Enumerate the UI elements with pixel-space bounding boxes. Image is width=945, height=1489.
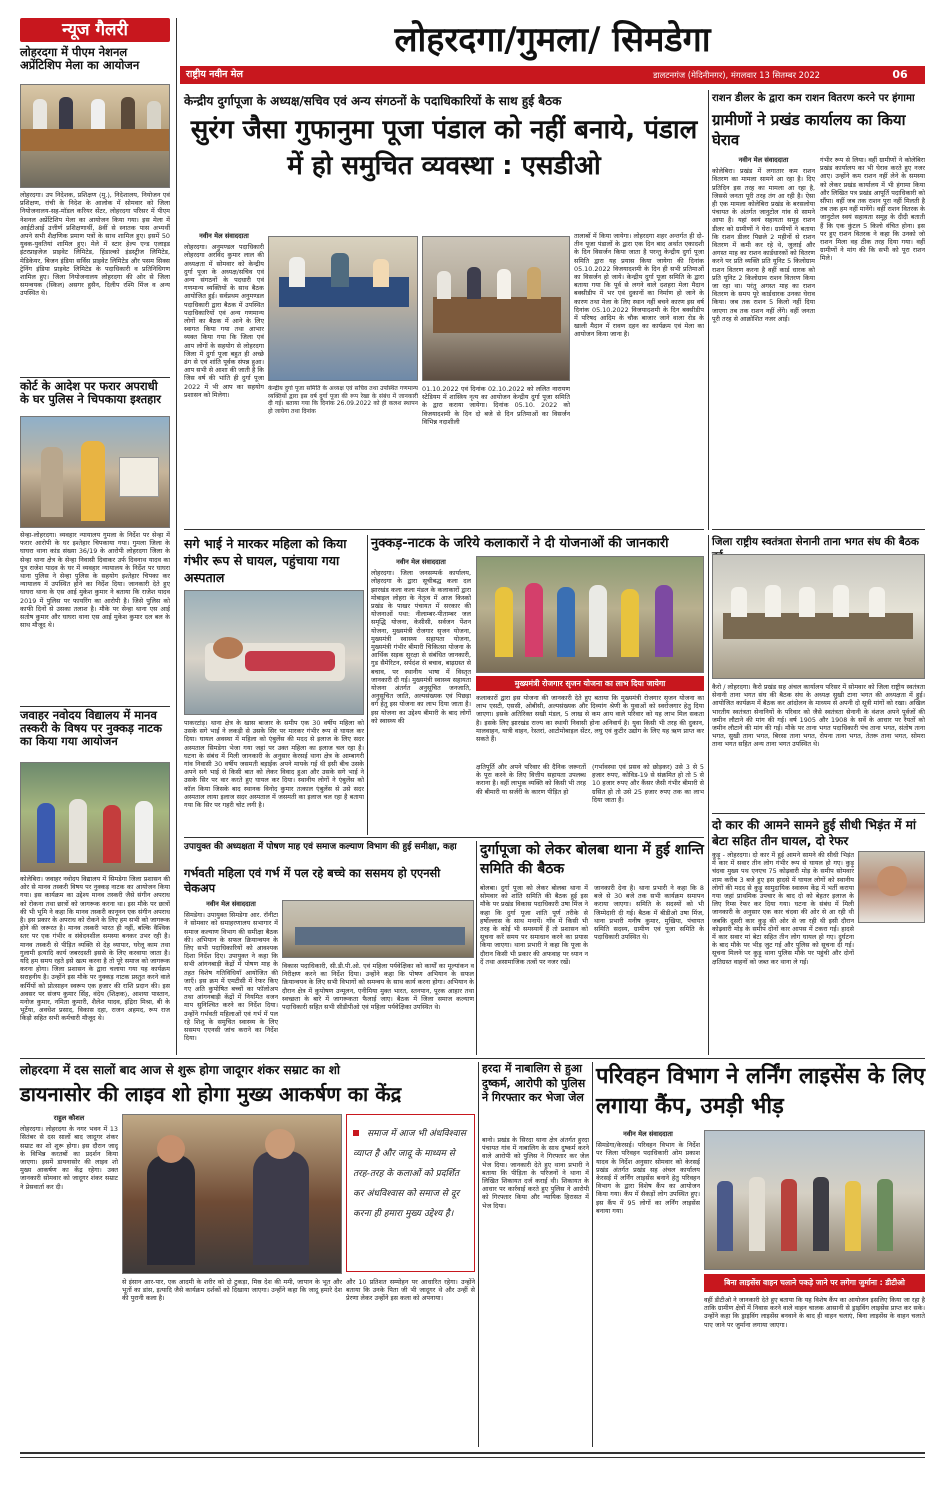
gallery-body-3: कोलेबिरा। जवाहर नवोदय विद्यालय में सिमडेगा जिला प्रशासन की ओर से मानव तस्करी विषय पर नुक्कड़ नाटक का आयोजन किया गया। इस कार्यक्रम का उद्देश्य मानव तस्करी जैसे संगीन अपराध को रोकना तथा छात्रों को जागरूक करना था। इस मौके पर छात्रों की भी भूमि ने कहा कि मानव तस्करी कानूनन एक संगीन अपराध है। इस प्रकार के अपराध को रोकने के लिए हम सभी को जागरूक होने की जरूरत है। मानव तस्करी भारत ही नहीं, बल्कि वैश्विक स्तर पर एक गंभीर व संवेदनशील समस्या बनकर उभर रही है। मानव तस्करी से पीड़ित व्यक्ति से देह व्यापार, घरेलू काम तथा गुलामी इत्यादि कार्य जबरदस्ती इससे के लिए करवाया जाता है। यदि हम समय रहते इसे खत्म करना है तो पूरे समाज को जागरूक करना होगा। जिला प्रशासन के द्वारा चलाया गया यह कार्यक्रम सराहनीय है। उन्होंने इस मौके पर नुक्कड़ नाटक प्रस्तुत करने वाले कर्मियों को प्रोत्साहन स्वरूप एक हजार की राशि प्रदान की। इस अवसर पर संजय कुमार सिंह, वंदेय (शिक्षक), आशया पास्तान, मनोज कुमार, नमिता कुमारी, शैलेश यादव, इंद्रिरा मिश्रा, बी के भूर्टेया, अवधेश प्रसाद, विकास दहा, राजन अहमद, रूप राज किड़ो सहित सभी कर्मचारी मौजूद थे। (20, 875, 170, 1023)
dino-body-1: लोहरदगा। लोहरदगा के नगर भवन में 13 सितंबर से दस सालों बाद जादूगर शंकर सम्राट का शो शुरू होगा। इस दौरान जादू के विभिन्न करतबों का प्रदर्शन किया जाएगा। इसमें डायनासोर की लाइव शो मुख्य आकर्षण का केंद्र रहेगा। उक्त जानकारी सोमवार को जादूगर शंकर सम्राट ने प्रेसवार्ता कर दी। (20, 1125, 118, 1191)
durgapuja-meeting-photo-2 (422, 236, 570, 381)
gallery-headline-3: जवाहर नवोदय विद्यालय में मानव तस्करी के विषय पर नुक्कड़ नाटक का किया गया आयोजन (20, 708, 162, 749)
durgapuja-headline: सुरंग जैसा गुफानुमा पूजा पंडाल को नहीं बनाये, पंडाल में हो समुचित व्यवस्था : एसडीओ (190, 115, 698, 181)
durgapuja-meeting-photo-1 (268, 236, 418, 381)
hurt-body: पाकरटांड़। थाना क्षेत्र के खास बाजार के समीप एक 30 वर्षीय महिला को उसके सगे भाई ने लकड़ी से उसके सिर पर मारकर गंभीर रूप से घायल कर दिया। घायल अवस्था में महिला को एंबुलेंस की मदद से इलाज के लिए सदर अस्पताल सिमडेगा भेजा गया जहां पर उक्त महिला का इलाज चल रहा है। घटना के संबंध में मिली जानकारी के अनुसार केरसई थाना क्षेत्र के आम्बागरी गांव निवासी 30 वर्षीय जसमती बड़ाईक अपने मायके गई थी इसी बीच उसके अपने सगे भाई से किसी बात को लेकर विवाद हुआ और उसके सगे भाई ने उसके सिर पर वार करते हुए घायल कर दिया। स्थानीय लोगों ने एंबुलेंस को कॉल किया जिसके बाद स्थानक विनोद कुमार तत्काल एंबुलेंस से उसे सदर अस्पताल लाया इलाज सदर अस्पताल में जसमती का इलाज चल रहा है बताया गया कि सिर पर गहरी चोट लगी है। (184, 719, 364, 810)
dateline: डालटनगंज (मेदिनीनगर), मंगलवार 13 सितम्बर 2022 (652, 70, 820, 80)
malnutrition-body-1: सिमडेगा। उपायुक्त सिमडेगा आर. रॉनीटा ने सोमवार को समाहरणालय सभागार में समाज कल्याण विभाग की समीक्षा बैठक की। अभियान के सफल क्रियान्वयन के लिए सभी पदाधिकारियों को आवश्यक दिशा निर्देश दिए। उपायुक्त ने कहा कि सभी आंगनबाड़ी केंद्रों में पोषण माह के तहत विशेष गतिविधियाँ आयोजित की जाएँ। इस क्रम में एमटीसी में रेफर किए गए अति कुपोषित बच्चों का फॉलोअप तथा आंगनबाड़ी केंद्रों में नियमित वजन माप सुनिश्चित करने का निर्देश दिया। उन्होंने गर्भवती महिलाओं एवं गर्भ में पल रहे शिशु के समुचित स्वास्थ्य के लिए ससमय एएनसी जांच कराने का निर्देश दिया। (184, 911, 278, 1043)
ration-byline: नवीन मेल संवाददाता (738, 156, 789, 164)
nukkad-col-1 (371, 558, 471, 833)
durgapuja-caption: केन्द्रीय दुर्गा पूजा समिति के अध्यक्ष एवं सचिव तथा उपस्थित गणमान्य व्यक्तियों द्वारा इस वर्ष दुर्गा पूजा की रूप रेखा के संबंध में जानकारी दी गई। बताया गया कि दिनांक 26.09.2022 को ही कलश स्थापन हो जायेगा तथा दिनांक (268, 385, 418, 415)
bhagat-meeting-photo (712, 554, 925, 679)
malnutrition-byline: नवीन मेल संवाददाता (206, 900, 256, 908)
durgapuja-byline: नवीन मेल संवाददाता (199, 232, 249, 240)
news-gallery-title: न्यूज गैलरी (20, 18, 170, 42)
gallery-body-1: लोहरदगा। उप निदेशक, प्रशिक्षण (मु.), निदेशालय, नियोजन एवं प्रशिक्षण, रांची के निदेश के आलोक में सोमवार को जिला नियोजनालय-सह-मॉडल करियर सेंटर, लोहरदगा परिसर में पीएम नेशनल अप्रेंटिशिप मेला का आयोजन किया गया। इस मेला में आईटीआई उत्तीर्ण प्रशिक्षणार्थी, 8वीं से स्नातक पास अभ्यर्थी अपने सभी शैक्षणिक प्रमाण पत्रों के साथ शामिल हुए। इसमें 50 युवक-युवतियां शामिल हुए। मेले में स्टार हेल्प एन्ड एलाइड इंटरप्राइजेज प्राइवेट लिमिटेड, हिंडाल्को इंडस्ट्रीज लिमिटेड, मेडिकेयर, बिजन इंडिया सर्विस प्राइवेट लिमिटेड और पसम सिक्स ट्रेनिंग इंडिया प्राइवेट लिमिटेड के पदाधिकारी व प्रतिनिधिगण शामिल हुए। जिला नियोजनालय लोहरदगा की ओर से जिला समन्वयक (स्किल) असगर हुसैन, दिलीप रश्मि मिंज व अन्य उपस्थित थे। (20, 191, 170, 298)
accident-headline: दो कार की आमने सामने हुई सीधी भिड़ंत में मां बेटा सहित तीन घायल, दो रेफर (712, 818, 917, 848)
divider (367, 535, 368, 835)
page-number: 06 (892, 68, 908, 81)
transport-body: सिमडेगा/केरसई। परिवहन विभाग के निर्देश पर जिला परिवहन पदाधिकारी ओम प्रकाश यादव के निर्देश अनुसार सोमवार को केरसई प्रखंड अंतर्गत प्रखंड सह अंचल कार्यालय केरसई में लर्निंग लाइसेंस बनाने हेतु परिवहन विभाग के द्वारा विशेष कैंप का आयोजन किया गया। कैंप में सैकड़ों लोग उपस्थित हुए। इस कैंप में 95 लोगों का लर्निंग लाइसेंस बनाया गया। (596, 1141, 700, 1215)
ration-body-1: कोलेबिरा। प्रखंड में लगातार कम राशन वितरण का मामला सामने आ रहा है। दिए प्रतिदिन इस तरह का मामला आ रहा है, जिससे जनता पूरी तरह तंग आ रही है। ऐसा ही एक मामला कोलेबिरा प्रखंड के बरसलोया पंचायत के अंतर्गत जानुटोल गांव से सामने आया है। यहां स्वयं सहायता समूह राशन डीलर को ग्रामीणों ने घेरा। ग्रामीणों ने बताया कि राशन डीलर पिछले 2 महीनों से राशन वितरण में कमी कर रहे थे, जुलाई और अगस्त माह का राशन कार्डधारकों को वितरण करने पर प्रति व्यक्ति प्रति यूनिट 5 किलोग्राम राशन वितरण करना है वहीं कार्ड धारक को प्रति यूनिट 2 किलोग्राम राशन वितरण किया जा रहा था। परंतु अगस्त माह का राशन वितरण के समय पूरे कार्डधारक उनका घेराव किया। जब तक राशन 5 किलो नहीं दिया जाएगा तब तक राशन नहीं लेंगे। वहीं जनता पूरी तरह से आक्रोशित नजर आई। (712, 167, 815, 323)
notice-pasting-photo (20, 416, 170, 528)
dino-body-2: से इंसान आर-पार, एक आदमी के शरीर को दो टुकड़ा, मिस्र देश की ममी, जापान के भूत और भूतों का डांस, इत्यादि जैसे कार्यक्रम दर्शकों को दिखाया जाएगा। उन्होंने कहा कि जादू हमारे देश की पुरानी कला है। (122, 1278, 342, 1303)
dino-col-1 (20, 1114, 118, 1444)
ration-col-1 (712, 156, 815, 526)
divider (20, 377, 170, 378)
bhagat-headline: जिला राष्ट्रीय स्वतंत्रता सेनानी ताना भगत संघ की बैठक (712, 536, 919, 548)
dino-headline: डायनासोर की लाइव शो होगा मुख्य आकर्षण का केंद्र (20, 1082, 402, 1106)
bottom-rule (20, 1452, 925, 1458)
nukkad-performance-photo (476, 556, 704, 673)
malnutrition-kicker: उपायुक्त की अध्यक्षता में पोषण माह एवं समाज कल्याण विभाग की हुई समीक्षा, कहा (184, 842, 457, 852)
apprentice-mela-photo (20, 84, 170, 188)
durgapuja-kicker: केन्द्रीय दुर्गापूजा के अध्यक्ष/सचिव एवं अन्य संगठनों के पदाधिकारियों के साथ हुई बैठक (184, 94, 562, 108)
divider (478, 1062, 479, 1447)
nukkad-body-2: कलाकारों द्वारा इस योजना की जानकारी देते हुए बताया कि मुख्यमंत्री रोजगार सृजन योजना का लाभ एसटी, एससी, ओबीसी, अल्पसंख्यक और दिव्यांग श्रेणी के युवाओं को स्वरोजगार हेतु दिया जाएगा। इसके अतिरिक्त सखी मंडल, 5 लाख से कम आय वाले परिवार को यह लाभ मिल सकता है। इसके लिए झारखंड राज्य का स्थायी निवासी होना अनिवार्य है। युवा किसी भी तरह की दुकान, मालवाहन, यात्री वाहन, रेस्तरां, आटोमोबाइल सेंटर, लघु एवं कुटीर उद्योग के लिए यह ऋण प्राप्त कर सकते हैं। (476, 694, 704, 744)
nukkad-byline: नवीन मेल संवाददाता (396, 558, 446, 566)
dino-quote-box (346, 1114, 475, 1272)
durgapuja-col-4: तालाबों में किया जायेगा। लोहरदगा शहर अन्तर्गत ही दो-तीन पूजा पंडालों के द्वारा एक दिन बाद अर्थात एकादशी के दिन विसर्जन किया जाता है परन्तु केन्द्रीय दुर्गा पूजा समिति द्वारा यह प्रयास किया जायेगा की दिनांक 05.10.2022 विजयादशमी के दिन ही सभी प्रतिमाओं का विसर्जन हो जाये। केन्द्रीय दुर्गा पूजा समिति के द्वारा बताया गया कि पूर्व से लगने वाले दशहरा मेला मैदान बक्सीडीप में भर एवं दुकानों का निर्माण हो जाने के कारण तथा मेला के लिए स्थान नहीं बचने कारण इस वर्ष दिनांक 05.10.2022 विजयादशमी के दिन बक्सीडीप में परिषद आदिम के चौक बाजार जाने वाला रोड के खाली मैदान में रावण दहन का कार्यक्रम एवं मेला का आयोजन किया जाना है। (574, 232, 704, 339)
divider (20, 1058, 925, 1059)
divider (184, 837, 704, 838)
gallery-headline-1: लोहरदगा में पीएम नेशनल अप्रेंटिशिप मेला का आयोजन (20, 45, 140, 73)
malnutrition-headline: गर्भवती महिला एवं गर्भ में पल रहे बच्चे का ससमय हो एएनसी चेकअप (184, 866, 441, 895)
transport-headline: परिवहन विभाग ने लर्निंग लाइसेंस के लिए लगाया कैंप, उमड़ी भीड़ (596, 1064, 926, 1119)
rape-body: बानो। प्रखंड के सिरदा थाना क्षेत्र अंतर्गत हुरदा पंचायत गांव में नाबालिग के साथ दुष्कर्म करने वाले आरोपी को पुलिस ने गिरफ्तार कर जेल भेज दिया। जानकारी देते हुए थाना प्रभारी ने बताया कि पीड़िता के परिजनों ने थाना में लिखित शिकायत दर्ज कराई थी। शिकायत के आधार पर कार्रवाई करते हुए पुलिस ने आरोपी को गिरफ्तार किया और न्यायिक हिरासत में भेज दिया। (482, 1136, 589, 1210)
gallery-body-2: सेन्हा-लोहरदगा। व्यवहार न्यायालय गुमला के निर्देश पर सेन्हा में फरार आरोपी के घर इश्तेहार चिपकाया गया। गुमला जिला के घाघरा थाना कांड संख्या 36/19 के आरोपी लोहरदगा जिला के सेन्हा थाना क्षेत्र के सेन्हा निवासी दिवाकर उर्फ दिवनाथ यादव का पुत्र राजेश यादव के घर में व्यवहार न्यायालय के निर्देश पर घाघरा थाना पुलिस ने सेन्हा पुलिस के सहयोग इश्तेहार चिपका कर न्यायालय में उपस्थित होने का निर्देश दिया। जानकारी देते हुए घाघरा थाना के एस आई मुकेश कुमार ने बताया कि राजेश यादव 2019 में पुलिस पर फायरिंग का आरोपी है। जिसे पुलिस को काफी दिनों से उसका तलाश है। मौके पर सेन्हा थाना एस आई सतोष कुमार और घाघरा थाना एस आई मुकेश कुमार दल बल के साथ मौजूद थे। (20, 531, 170, 630)
divider (184, 529, 704, 530)
street-play-photo (20, 762, 170, 872)
transport-camp-photo (704, 1130, 925, 1270)
nukkad-body-1: लोहरदगा। जिला जनसम्पर्क कार्यालय, लोहरदगा के द्वारा सूचीबद्ध कला दल झारखंड कला कला मंडल के कलाकारों द्वारा मोबाइल लोहरा के नेतृत्व में आज किस्को प्रखंड के पाखर पंचायत में सरकार की योजनाओं यथा: नीलाम्बर-पीताम्बर जल समृद्धि योजना, केसीसी, सर्वजन पेंशन योजना, मुख्यमंत्री रोजगार सृजन योजना, मुख्यमंत्री स्वास्थ्य सहायता योजना, मुख्यमंत्री गंभीर बीमारी चिकित्सा योजना के आर्थिक सड़क सुरक्षा से संबंधित जानकारी, गुड सैमेरिटन, सर्पदंश से बचाव, बाढ़ग्रस्त से बचाव, पर स्थानीय भाषा में विस्तृत जानकारी दी गई। मुख्यमंत्री स्वास्थ्य सहायता योजना अंतर्गत अनुसूचित जनजाति, अनुसूचित जाति, अल्पसंख्यक एवं पिछड़ा वर्ग हेतु इस योजना का लाभ दिया जाता है। इस योजना का उद्देश्य बीमारी के बाद लोगों को स्वास्थ्य की (371, 569, 471, 725)
magician-photo (122, 1114, 342, 1274)
dino-quote: समाज में आज भी अंधविश्वास व्याप्त है और जादू के माध्यम से तरह-तरह के कलाओं को प्रदर्शित कर अंधविश्वास को समाज से दूर करना ही हमारा मुख्य उद्देश्य है। (353, 1129, 466, 1219)
rape-headline: हरदा में नाबालिग से हुआ दुष्कर्म, आरोपी को पुलिस ने गिरफ्तार कर भेजा जेल (482, 1062, 586, 1104)
dino-byline: राहुल कौशल (53, 1114, 85, 1122)
gallery-separator (176, 18, 177, 1055)
malnutrition-col-1 (184, 900, 278, 1055)
transport-col-1 (596, 1130, 700, 1320)
durgapuja-col-3: 01.10.2022 एवं दिनांक 02.10.2022 को ललित नारायण स्टेडियम में शास्त्रिय नृत्य का आयोजन केन्द्रीय दुर्गा पूजा समिति के द्वारा कराया जायेगा। दिनांक 05.10. 2022 को विजयादशमी के दिन दो बजे से दिन प्रतिमाओं का विसर्जन विभिन्न नदाशीली (422, 385, 570, 426)
transport-fine-bar: बिना लाइसेंस वाहन चलाने पकड़े जाने पर लगेगा जुर्माना : डीटीओ (704, 1274, 925, 1292)
nukkad-headline: नुक्कड़-नाटक के जरिये कलाकारों ने दी योजनाओं की जानकारी (371, 536, 669, 551)
ration-headline: ग्रामीणों ने प्रखंड कार्यालय का किया घेराव (712, 111, 906, 149)
divider (20, 706, 170, 707)
ration-col-2: गंभीर रूप से लिया। वहीं ग्रामीणों ने कोलेबिरा प्रखंड कार्यालय का भी घेराव करते हुए नजर आए। उन्होंने कम राशन नहीं लेने के समस्या को लेकर प्रखंड कार्यालय में भी हंगामा किया और लिखित पत्र प्रखंड आपूर्ति पदाधिकारी को सौंपा। वहीं जब तक राशन पूरा नहीं मिलती है तब तक हम नहीं मानेंगे। वहीं राशन वितरक के जानुटोल स्वयं सहायता समूह के दीदी बताती हैं कि एक कुंटल 5 किलो वंचित होना। इस पर हुए राशन वितरक ने कहा कि उनको जो राशन मिला वह ठीक तरह दिया गया। वहीं ग्रामीणों ने मांग की कि सभी को पूरा राशन मिले। (820, 156, 925, 263)
divider (592, 1062, 593, 1447)
bolba-headline: दुर्गापूजा को लेकर बोलबा थाना में हुई शान्ति समिति की बैठक (480, 842, 704, 877)
divider (712, 529, 925, 530)
dino-kicker: लोहरदगा में दस सालों बाद आज से शुरू होगा जादूगर शंकर सम्राट का शो (20, 1063, 341, 1077)
durgapuja-body-1: लोहरदगा। अनुमण्डल पदाधिकारी लोहरदगा अरविंद कुमार लाल की अध्यक्षता में सोमवार को केन्द्रीय दुर्गा पूजा के अध्यक्ष/सचिव एवं अन्य संगठनों के पदधारी एवं गणमान्य व्यक्तियों के साथ बैठक आयोजित हुई। सर्वप्रथम अनुमण्डल पदाधिकारी द्वारा बैठक में उपस्थित पदाधिकारियों एवं अन्य गणमान्य लोगों का बैठक में आने के लिए स्वागत किया गया तथा आभार व्यक्त किया गया कि जिला एवं आप लोगों के सहयोग से लोहरदगा जिला में दुर्गा पूजा बहुत ही अच्छे ढंग से एवं शांति पूर्वक संपन्न हुआ। आप सभी से आशा की जाती है कि जिस वर्ष की भांति ही दुर्गा पूजा 2022 में भी आप का सहयोग प्रशासन को मिलेगा। (184, 243, 264, 399)
bolba-body-2: जानकारी देना है। थाना प्रभारी ने कहा कि 8 बजे से 30 बजे तक सभी कार्यक्रम समापन कराया जाएगा। समिति के सदस्यों को भी जिम्मेदारी दी गई। बैठक में बीडीओ उषा मिंज, थाना प्रभारी मनीष कुमार, मुखिया, पंचायत समिति सदस्य, ग्रामीण एवं पूजा समिति के पदाधिकारी उपस्थित थे। (594, 884, 704, 942)
quote-bullet-icon (353, 1130, 359, 1136)
brand-label: राष्ट्रीय नवीन मेल (186, 69, 243, 80)
divider (708, 90, 709, 530)
accident-victim-photo (858, 851, 925, 923)
nukkad-photo-tag: मुख्यमंत्री रोजगार सृजन योजना का लाभ दिया जायेगा (476, 676, 704, 691)
hospital-photo (184, 590, 364, 715)
nukkad-body-3: क्षतिपूर्ति और अपने परिवार की दैनिक जरूरतों के पूरा करने के लिए वित्तीय सहायता उपलब्ध कराना है। वहीं लाभुक व्यक्ति को किसी भी तरह की बीमारी या सर्जरी के कारण पीड़ित हो (476, 763, 586, 796)
transport-byline: नवीन मेल संवाददाता (623, 1130, 673, 1138)
nukkad-body-4: (गर्भावस्था एवं प्रसव को छोड़कर) उसे 3 से 5 हजार रुपए, कोविड-19 से संक्रमित हो तो 5 से 10 हजार रुपए और कैंसर जैसी गंभीर बीमारी से ग्रसित हो तो उसे 25 हजार रुपए तक का लाभ दिया जाता है। (592, 763, 704, 804)
bolba-body-1: बोलबा। दुर्गा पूजा को लेकर बोलबा थाना में सोमवार को शांति समिति की बैठक हुई इस मौके पर प्रखंड विकास पदाधिकारी उषा मिंज ने कहा कि दुर्गा पूजा शांति पूर्ण तरीके से हर्षोल्लास के साथ मनायें। गाँव में किसी भी तरह के कोई भी समस्यायें हैं तो प्रशासन को सूचना करें समय पर समाधान करने का प्रयास किया जाएगा। थाना प्रभारी ने कहा कि पूजा के दौरान किसी भी प्रकार की अफवाह पर ध्यान न दें तथा असामाजिक तत्वों पर नजर रखें। (480, 884, 588, 966)
accident-body: कुड़ू - लोहरदगा। दो कार में हुई आमने सामने की सीधी भिड़ंत में कार में सवार तीन लोग गंभीर रूप से घायल हो गए। कुड़ू चंदवा मुख्य पथ एनएच 75 कोढ़वारी मोड़ के समीप सोमवार शाम करीब 3 बजे हुए इस हादसे में घायल लोगों को स्थानीय लोगों की मदद से कुड़ू सामुदायिक स्वास्थ्य केंद्र में भर्ती कराया गया जहां प्राथमिक उपचार के बाद दो को बेहतर इलाज के लिए रिम्स रेफर कर दिया गया। घटना के संबंध में मिली जानकारी के अनुसार एक कार चंदवा की ओर से आ रही थी जबकि दूसरी कार कुड़ू की ओर से जा रही थी इसी दौरान कोढ़वारी मोड़ के समीप दोनों कार आपस में टकरा गई। हादसे में कार सवार मां बेटा सहित तीन लोग घायल हो गए। दुर्घटना के बाद मौके पर भीड़ जुट गई और पुलिस को सूचना दी गई। सूचना मिलने पर कुड़ू थाना पुलिस मौके पर पहुंची और दोनों क्षतिग्रस्त वाहनों को जब्त कर थाना ले गई। (712, 851, 854, 966)
hurt-headline: सगे भाई ने मारकर महिला को किया गंभीर रूप से घायल, पहुंचाया गया अस्पताल (184, 536, 347, 585)
divider (712, 813, 925, 814)
dino-body-3: और 10 प्रतिशत सम्मोहन पर आधारित रहेगा। उन्होंने बताया कि उनके पिता जी भी जादूगर थे और उन्हीं से प्रेरणा लेकर उन्होंने इस कला को अपनाया। (346, 1278, 475, 1303)
durgapuja-col-1 (184, 232, 264, 527)
bhagat-body: कैरो / लोहरदगा। कैरो प्रखंड सह अंचल कार्यालय परिसर में सोमवार को जिला राष्ट्रीय स्वतंत्रता सेनानी ताना भगत संघ की बैठक संघ के अध्यक्ष सुखी टाना भगत की अध्यक्षता में हुई। आयोजित कार्यक्रम में बैठक कर आंदोलन के माध्यम से अपनी दो सूत्री मांगों को रखा। अखिल भारतीय स्वतंत्रता सेनानियों के परिवार को जैसे स्वतंत्रता सेनानी के वंशज अपने पूर्वजों की जमीन लौटाने की मांग की गई। वर्ष 1905 और 1908 के सर्वे के आधार पर रैयतों को जमीन लौटाने की मांग की गई। मौके पर ताना भगत पदाधिकारी पंच ताना भगत, संतोष ताना भगत, सुखी ताना भगत, बिरसा ताना भगत, रोपना ताना भगत, तेतरू ताना भगत, सोमरा ताना भगत सहित अन्य ताना भगत उपस्थित थे। (712, 683, 925, 749)
divider (476, 841, 477, 1055)
divider (708, 535, 709, 1055)
transport-body-2: वहीं डीटीओ ने जानकारी देते हुए बताया कि यह विशेष कैंप का आयोजन इसलिए किया जा रहा है ताकि ग्रामीण क्षेत्रों में निवास करने वाले वाहन चालक आसानी से ड्राइविंग लाइसेंस प्राप्त कर सके। उन्होंने कहा कि ड्राइविंग लाइसेंस बनवाने के बाद ही वाहन चलाएं, बिना लाइसेंस के वाहन चलाते पाए जाने पर जुर्माना लगाया जाएगा। (704, 1296, 925, 1329)
ration-kicker: राशन डीलर के द्वारा कम राशन वितरण करने पर हंगामा (712, 93, 915, 104)
gallery-headline-2: कोर्ट के आदेश पर फरार अपराधी के घर पुलिस ने चिपकाया इश्तहार (20, 379, 161, 407)
masthead-title: लोहरदगा/गुमला/ सिमडेगा (394, 20, 711, 60)
malnutrition-body-2: विकास पदाधिकारी, सी.डी.पी.ओ. एवं महिला पर्यवेक्षिका को कार्यों का मूल्यांकन व निरीक्षण करने का निर्देश दिया। उन्होंने कहा कि पोषण अभियान के सफल क्रियान्वयन के लिए सभी विभागों को समन्वय के साथ कार्य करना होगा। अभियान के दौरान क्षेत्र में कुपोषण उन्मूलन, एनीमिया मुक्त भारत, स्तनपान, पूरक आहार तथा स्वच्छता के बारे में जागरूकता फैलाई जाए। बैठक में जिला समाज कल्याण पदाधिकारी सहित सभी सीडीपीओ एवं महिला पर्यवेक्षिका उपस्थित थे। (282, 962, 474, 1012)
malnutrition-meeting-photo (282, 900, 474, 958)
